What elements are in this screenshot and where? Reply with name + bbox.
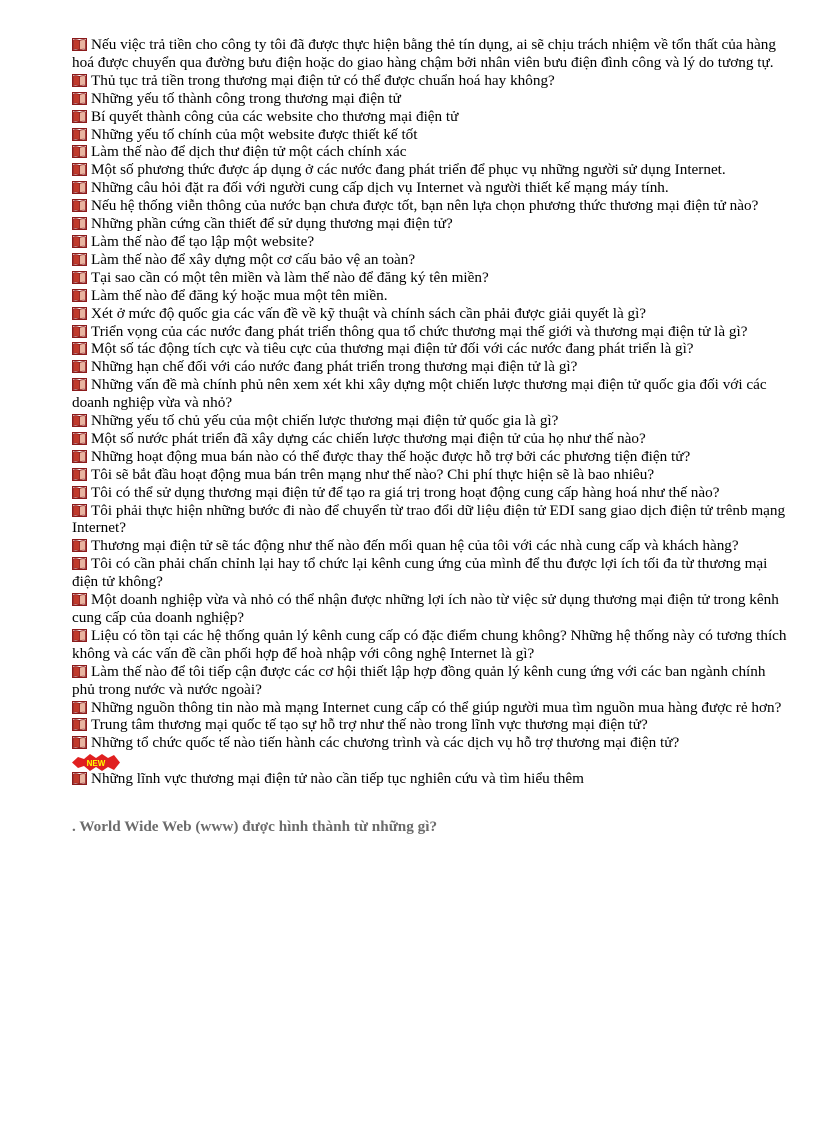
question-list <box>72 36 790 752</box>
list-item-text: Nếu hệ thống viễn thông của nước bạn chưa được tốt, bạn nên lựa chọn phương thức thương mại điện tử nào? <box>91 197 759 215</box>
list-item-text: Bí quyết thành công của các website cho thương mại điện tử <box>91 107 459 125</box>
list-item[interactable] <box>72 233 790 251</box>
list-item-text: Làm thế nào để đăng ký hoặc mua một tên miền. <box>91 286 388 304</box>
list-item[interactable] <box>72 663 790 699</box>
book-icon <box>72 629 87 642</box>
list-item[interactable] <box>72 287 790 305</box>
book-icon <box>72 307 87 320</box>
list-item[interactable] <box>72 251 790 269</box>
list-item[interactable] <box>72 555 790 591</box>
list-item-text: Xét ở mức độ quốc gia các vấn đề về kỹ thuật và chính sách cần phải được giải quyết là gì? <box>91 304 647 322</box>
list-item-text: Những yếu tố thành công trong thương mại điện tử <box>91 89 401 107</box>
list-item-text: Những hạn chế đối với cáo nước đang phát triển trong thương mại điện tử là gì? <box>91 358 578 376</box>
book-icon <box>72 217 87 230</box>
list-item[interactable] <box>72 340 790 358</box>
list-item-text: Tôi có cần phải chấn chỉnh lại hay tổ chức lại kênh cung ứng của mình để thu được lợi ích tối đa từ thương mại điện tử không? <box>72 555 768 591</box>
list-item[interactable] <box>72 591 790 627</box>
list-item[interactable] <box>72 305 790 323</box>
list-item-text: Trung tâm thương mại quốc tế tạo sự hỗ trợ như thế nào trong lĩnh vực thương mại điện tử? <box>91 716 648 734</box>
book-icon <box>72 181 87 194</box>
book-icon <box>72 718 87 731</box>
list-item[interactable] <box>72 179 790 197</box>
book-icon <box>72 163 87 176</box>
book-icon <box>72 235 87 248</box>
list-item-text: Một số nước phát triển đã xây dựng các chiến lược thương mại điện tử của họ như thế nào? <box>91 429 646 447</box>
list-item-text: Tôi sẽ bắt đầu hoạt động mua bán trên mạng như thế nào? Chi phí thực hiện sẽ là bao nhiêu? <box>91 465 655 483</box>
list-item-text: Tôi có thể sử dụng thương mại điện tử để tạo ra giá trị trong hoạt động cung cấp hàng hoá như thế nào? <box>91 483 720 501</box>
list-item-text: Những tổ chức quốc tế nào tiến hành các chương trình và các dịch vụ hỗ trợ thương mại điện tử? <box>91 734 680 752</box>
book-icon <box>72 128 87 141</box>
book-icon <box>72 665 87 678</box>
list-item-text: Làm thế nào để dịch thư điện tử một cách chính xác <box>91 143 407 161</box>
new-badge-label: NEW <box>86 759 106 769</box>
list-item-text: Những phần cứng cần thiết để sử dụng thương mại điện tử? <box>91 215 453 233</box>
book-icon <box>72 325 87 338</box>
list-item[interactable] <box>72 323 790 341</box>
list-item-text: Thương mại điện tử sẽ tác động như thế nào đến mối quan hệ của tôi với các nhà cung cấp và khách hàng? <box>91 537 739 555</box>
list-item[interactable] <box>72 215 790 233</box>
book-icon <box>72 486 87 499</box>
list-item[interactable] <box>72 36 790 72</box>
book-icon <box>72 110 87 123</box>
list-item-text: Làm thế nào để tạo lập một website? <box>91 232 315 250</box>
list-item-text: Những lĩnh vực thương mại điện tử nào cần tiếp tục nghiên cứu và tìm hiểu thêm <box>91 770 584 788</box>
list-item[interactable] <box>72 627 790 663</box>
book-icon <box>72 701 87 714</box>
list-item[interactable] <box>72 72 790 90</box>
list-item-text: Làm thế nào để tôi tiếp cận được các cơ hội thiết lập hợp đồng quản lý kênh cung ứng với các ban ngành chính phủ trong nước và nước ngoài? <box>72 662 766 698</box>
book-icon <box>72 74 87 87</box>
list-item-text: Nếu việc trả tiền cho công ty tôi đã được thực hiện bằng thẻ tín dụng, ai sẽ chịu trách nhiệm về tổn thất của hàng hoá được chuyển qua đường bưu điện hoặc do giao hàng chậm bởi nhân viên bưu điện đình công và lý do tương tự. <box>72 36 776 71</box>
list-item-text: Tôi phải thực hiện những bước đi nào để chuyển từ trao đổi dữ liệu điện tử EDI sang giao dịch điện tử trênb mạng Internet? <box>72 501 786 537</box>
list-item[interactable] <box>72 126 790 144</box>
list-item-text: Một số phương thức được áp dụng ở các nước đang phát triển để phục vụ những người sử dụng Internet. <box>91 161 726 179</box>
book-icon <box>72 378 87 391</box>
book-icon <box>72 468 87 481</box>
list-item[interactable] <box>72 448 790 466</box>
list-item-last[interactable] <box>72 770 790 788</box>
book-icon <box>72 360 87 373</box>
list-item[interactable] <box>72 376 790 412</box>
list-item[interactable] <box>72 430 790 448</box>
book-icon <box>72 736 87 749</box>
document-page <box>72 36 790 836</box>
list-item[interactable] <box>72 269 790 287</box>
book-icon <box>72 145 87 158</box>
list-item[interactable] <box>72 537 790 555</box>
book-icon <box>72 92 87 105</box>
list-item[interactable] <box>72 161 790 179</box>
book-icon <box>72 342 87 355</box>
list-item-text: Những yếu tố chủ yếu của một chiến lược thương mại điện tử quốc gia là gì? <box>91 412 559 430</box>
list-item[interactable] <box>72 734 790 752</box>
book-icon <box>72 432 87 445</box>
book-icon <box>72 271 87 284</box>
list-item-text: Thủ tục trả tiền trong thương mại điện tử có thể được chuẩn hoá hay không? <box>91 71 555 89</box>
list-item-text: Một số tác động tích cực và tiêu cực của thương mại điện tử đối với các nước đang phát triển là gì? <box>91 340 694 358</box>
list-item[interactable] <box>72 484 790 502</box>
list-item[interactable] <box>72 108 790 126</box>
book-icon <box>72 289 87 302</box>
book-icon <box>72 450 87 463</box>
list-item-text: Triển vọng của các nước đang phát triển thông qua tổ chức thương mại thế giới và thương mại điện tử là gì? <box>91 322 748 340</box>
list-item[interactable] <box>72 699 790 717</box>
book-icon <box>72 199 87 212</box>
list-item[interactable] <box>72 143 790 161</box>
list-item[interactable] <box>72 90 790 108</box>
list-item[interactable] <box>72 466 790 484</box>
list-item-text: Những vấn đề mà chính phủ nên xem xét khi xây dựng một chiến lược thương mại điện tử quốc gia đối với các doanh nghiệp vừa và nhỏ? <box>72 376 767 412</box>
book-icon <box>72 414 87 427</box>
list-item[interactable] <box>72 716 790 734</box>
list-item-text: Những hoạt động mua bán nào có thể được thay thế hoặc được hỗ trợ bởi các phương tiện điện tử? <box>91 447 691 465</box>
book-icon <box>72 557 87 570</box>
book-icon <box>72 593 87 606</box>
list-item-text: Làm thế nào để xây dựng một cơ cấu bảo vệ an toàn? <box>91 250 416 268</box>
book-icon <box>72 539 87 552</box>
section-heading: . World Wide Web (www) được hình thành từ những gì? <box>72 818 438 836</box>
book-icon <box>72 38 87 51</box>
book-icon <box>72 772 87 785</box>
list-item[interactable] <box>72 197 790 215</box>
list-item[interactable] <box>72 502 790 538</box>
list-item-text: Những yếu tố chính của một website được thiết kế tốt <box>91 125 418 143</box>
list-item-text: Những câu hỏi đặt ra đối với người cung cấp dịch vụ Internet và người thiết kế mạng máy tính. <box>91 179 669 197</box>
book-icon <box>72 253 87 266</box>
list-item[interactable] <box>72 358 790 376</box>
list-item-text: Một doanh nghiệp vừa và nhỏ có thể nhận được những lợi ích nào từ việc sử dụng thương mại điện tử trong kênh cung cấp của doanh nghiệp? <box>72 591 779 626</box>
list-item-text: Liệu có tồn tại các hệ thống quản lý kênh cung cấp có đặc điểm chung không? Những hệ thống này có tương thích không và các vấn đề cần phối hợp để hoà nhập với công nghệ Internet là gì? <box>72 626 787 662</box>
list-item-text: Tại sao cần có một tên miền và làm thế nào để đăng ký tên miền? <box>91 268 489 286</box>
list-item[interactable] <box>72 412 790 430</box>
list-item-text: Những nguồn thông tin nào mà mạng Internet cung cấp có thể giúp người mua tìm nguồn mua hàng được rẻ hơn? <box>91 698 782 716</box>
book-icon <box>72 504 87 517</box>
new-badge-icon <box>72 754 120 771</box>
